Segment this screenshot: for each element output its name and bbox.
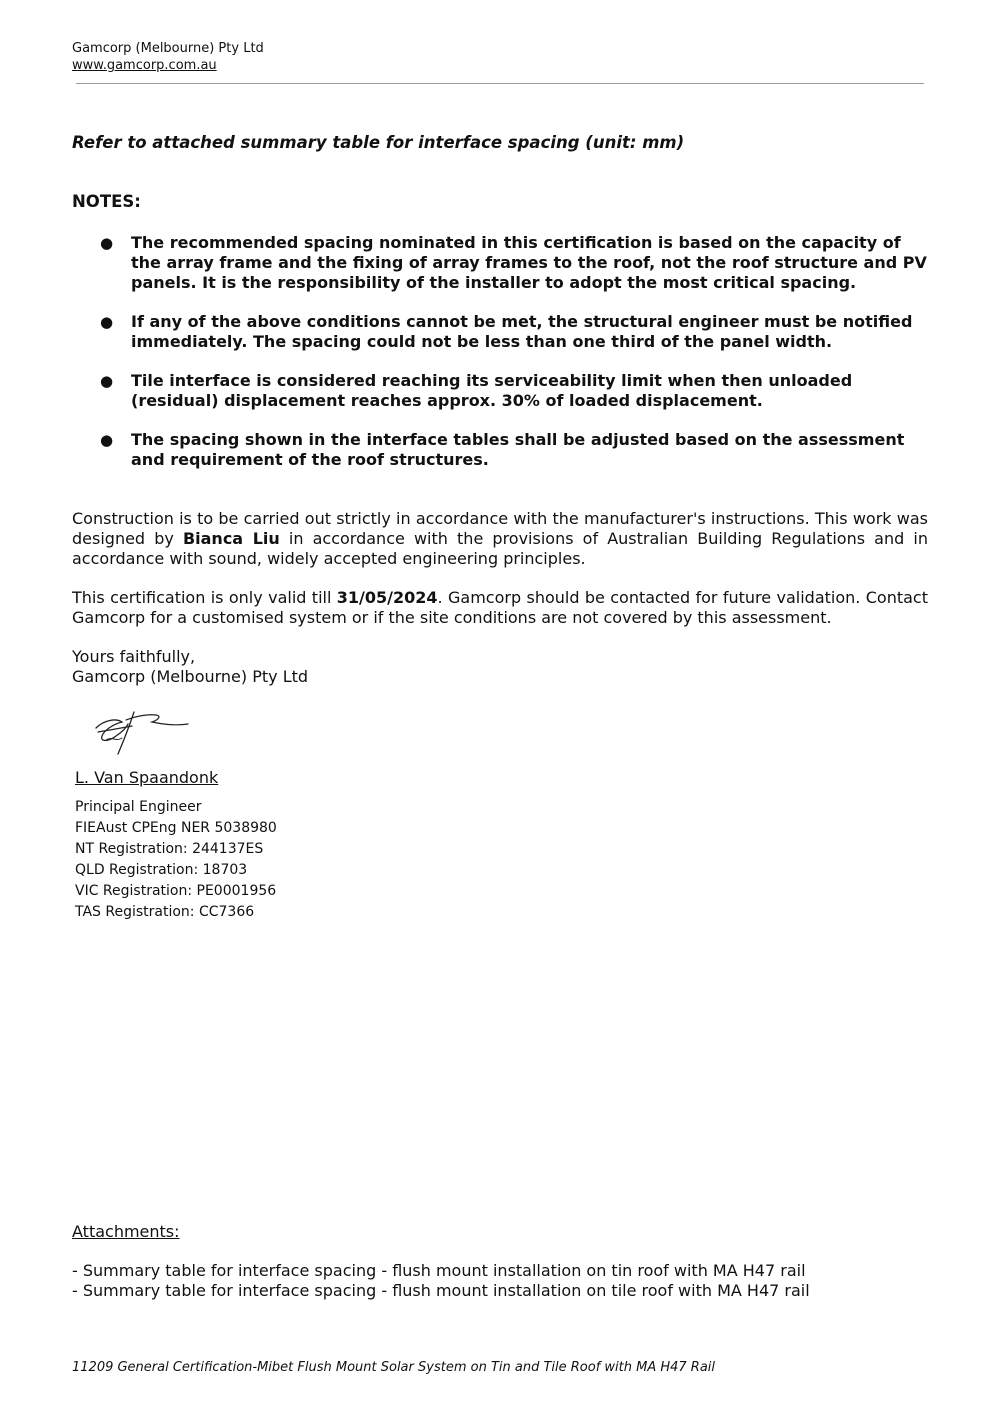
validity-date: 31/05/2024 xyxy=(336,588,438,607)
note-item xyxy=(100,233,930,293)
header-company-name: Gamcorp (Melbourne) Pty Ltd xyxy=(72,41,264,56)
note-text: Tile interface is considered reaching its serviceability limit when then unloaded (residual) displacement reaches approx. 30% of loaded displacement. xyxy=(131,371,853,410)
bullet-icon: ● xyxy=(100,234,114,252)
credential-line: QLD Registration: 18703 xyxy=(75,862,248,878)
credential-line: FIEAust CPEng NER 5038980 xyxy=(75,820,277,836)
refer-line: Refer to attached summary table for interface spacing (unit: mm) xyxy=(72,133,685,152)
paragraph-text: Construction is to be carried out strictly in accordance with the manufacturer's instructions. This work was designed by xyxy=(72,509,928,548)
credential-line: VIC Registration: PE0001956 xyxy=(75,883,277,899)
paragraph-text: in accordance with the provisions of Australian Building Regulations and in accordance with sound, widely accepted engineering principles. xyxy=(72,529,928,568)
credential-line: TAS Registration: CC7366 xyxy=(75,904,255,920)
header-divider xyxy=(76,83,924,84)
salutation: Yours faithfully, xyxy=(72,647,196,666)
note-item xyxy=(100,371,930,411)
bullet-icon: ● xyxy=(100,372,114,390)
notes-list xyxy=(100,233,930,489)
note-text: If any of the above conditions cannot be met, the structural engineer must be notified immediately. The spacing could not be less than one third of the panel width. xyxy=(131,312,913,351)
attachment-item: - Summary table for interface spacing - flush mount installation on tin roof with MA H47 rail xyxy=(72,1261,806,1280)
closing-block xyxy=(72,647,308,687)
note-item xyxy=(100,430,930,470)
construction-paragraph xyxy=(72,509,928,569)
page-footer: 11209 General Certification-Mibet Flush Mount Solar System on Tin and Tile Roof with MA H47 Rail xyxy=(72,1360,716,1375)
signature-image xyxy=(92,706,192,760)
attachments-list xyxy=(72,1261,810,1301)
attachments-heading: Attachments: xyxy=(72,1222,180,1241)
note-text: The spacing shown in the interface tables shall be adjusted based on the assessment and requirement of the roof structures. xyxy=(131,430,905,469)
bullet-icon: ● xyxy=(100,313,114,331)
paragraph-text: . Gamcorp should be contacted for future validation. Contact Gamcorp for a customised system or if the site conditions are not covered by this assessment. xyxy=(72,588,928,627)
signer-name: L. Van Spaandonk xyxy=(75,768,219,787)
designer-name: Bianca Liu xyxy=(182,529,280,548)
note-item xyxy=(100,312,930,352)
attachment-item: - Summary table for interface spacing - flush mount installation on tile roof with MA H47 rail xyxy=(72,1281,810,1300)
closing-company: Gamcorp (Melbourne) Pty Ltd xyxy=(72,667,309,686)
note-text: The recommended spacing nominated in this certification is based on the capacity of the array frame and the fixing of array frames to the roof, not the roof structure and PV panels. It is the responsibility of the installer to adopt the most critical spacing. xyxy=(131,233,927,292)
bullet-icon: ● xyxy=(100,431,114,449)
header-website-link[interactable]: www.gamcorp.com.au xyxy=(72,58,217,73)
notes-heading: NOTES: xyxy=(72,192,141,211)
validity-paragraph xyxy=(72,588,928,628)
credential-line: NT Registration: 244137ES xyxy=(75,841,264,857)
credential-line: Principal Engineer xyxy=(75,799,202,815)
paragraph-text: This certification is only valid till xyxy=(72,588,337,607)
signer-credentials xyxy=(75,797,277,923)
